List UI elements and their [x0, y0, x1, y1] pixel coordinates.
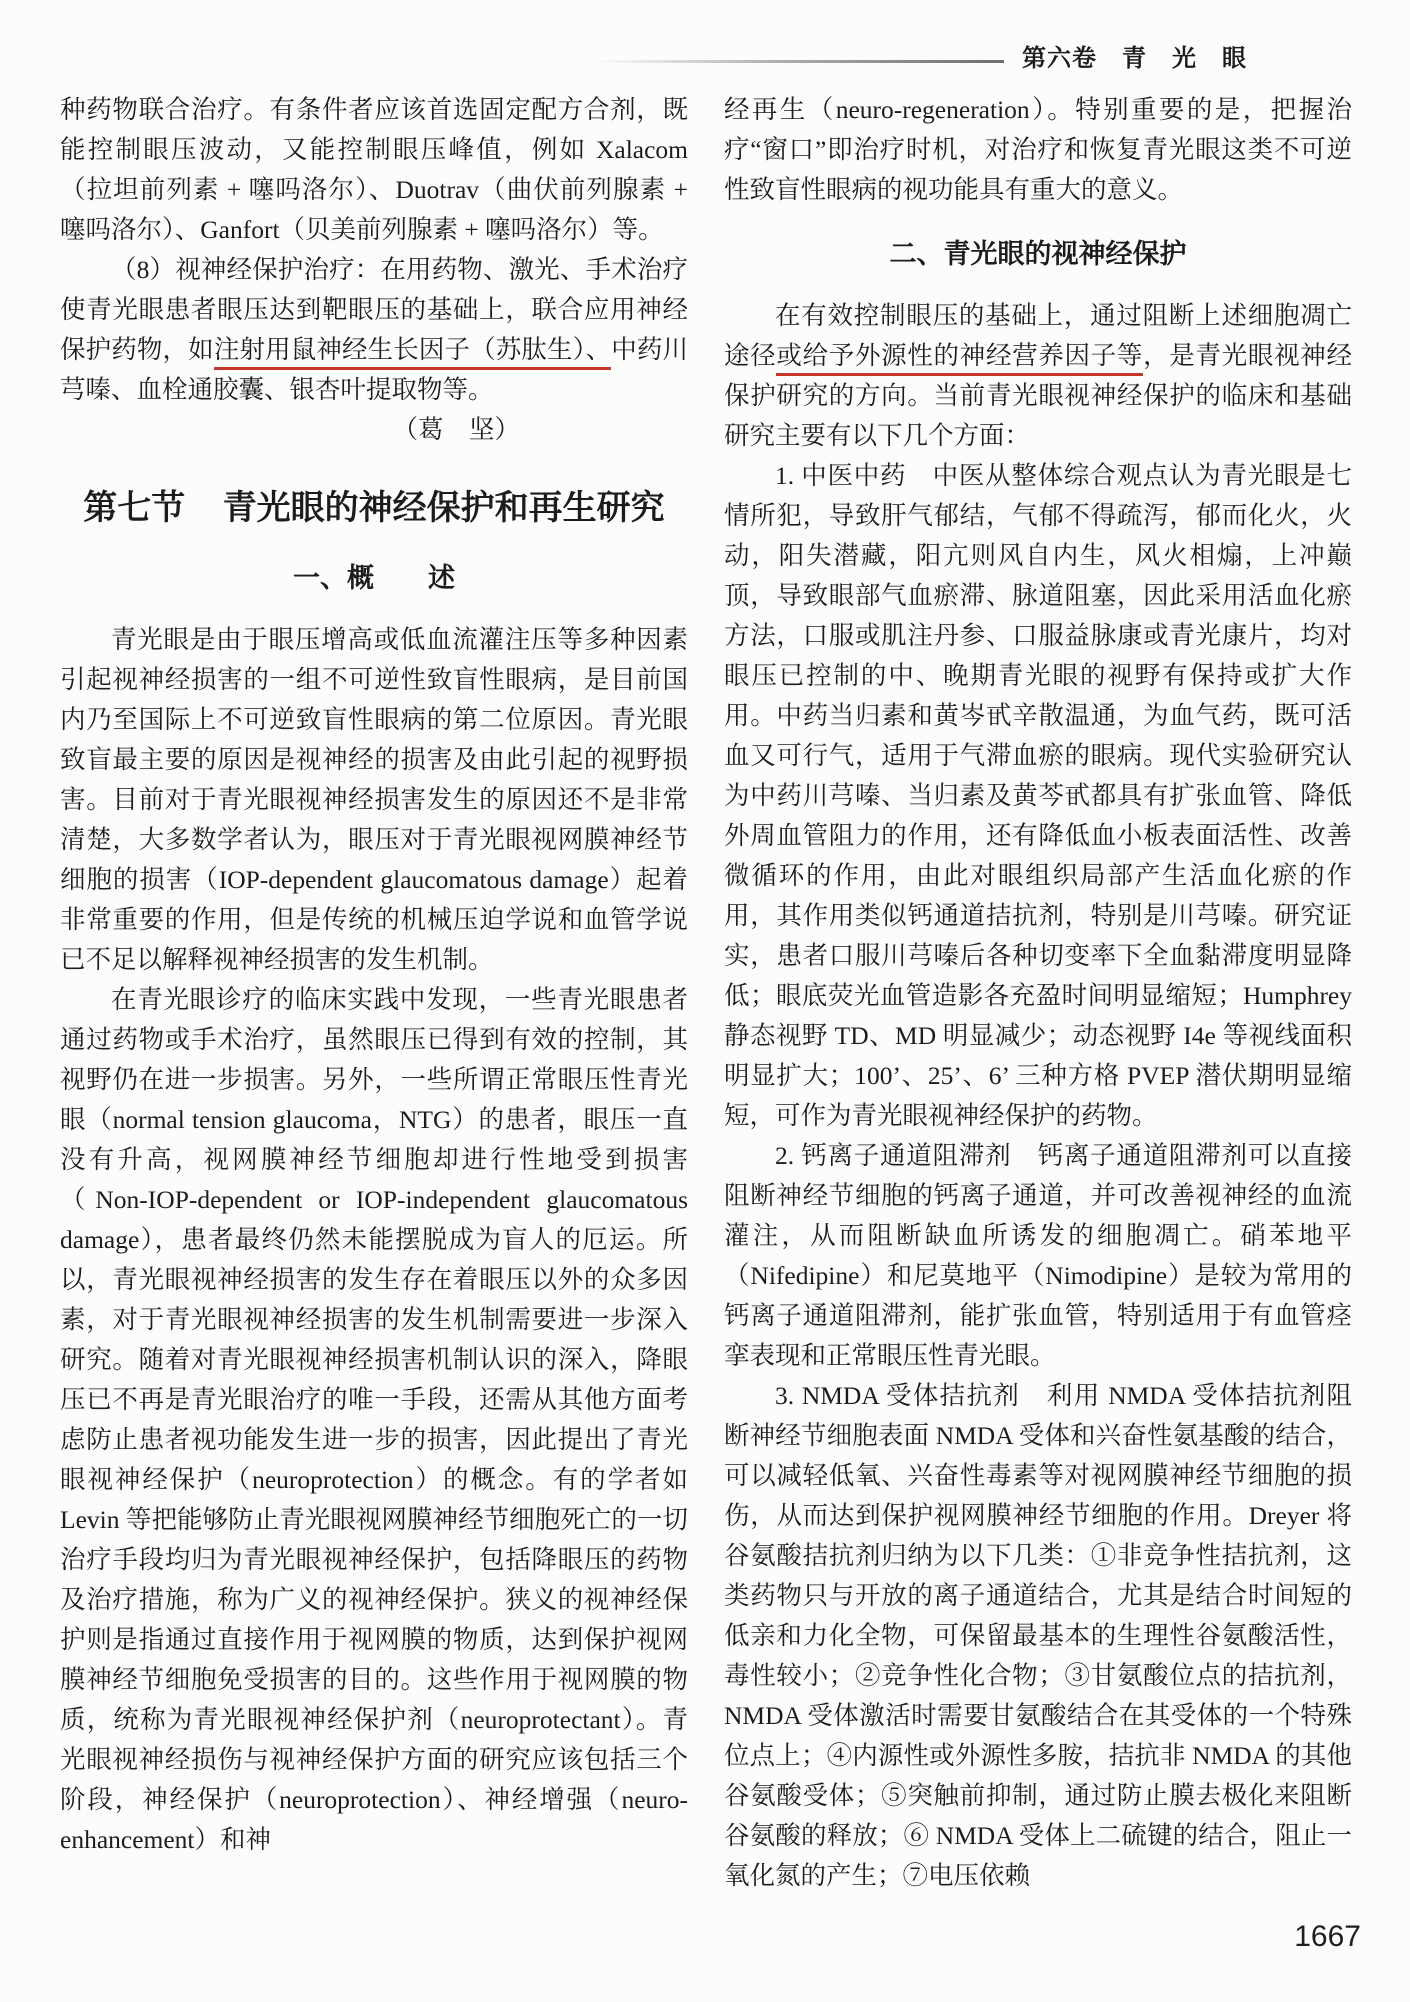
red-underlined-text: 或给予外源性的神经营养因子等 — [776, 341, 1143, 376]
section-name: 青光眼的神经保护和再生研究 — [222, 489, 665, 527]
header-rule — [596, 60, 1004, 63]
overview-paragraph-2: 在青光眼诊疗的临床实践中发现，一些青光眼患者通过药物或手术治疗，虽然眼压已得到有效的控制，其视野仍在进一步损害。另外，一些所谓正常眼压性青光眼（normal tension glaucoma，NTG）的患者，眼压一直没有升高，视网膜神经节细胞却进行性地受到损害（Non-IOP-dependent or IOP-independent glaucomatous damage），患者最终仍然未能摆脱成为盲人的厄运。所以，青光眼视神经损害的发生存在着眼压以外的众多因素，对于青光眼视神经损害的发生机制需要进一步深入研究。随着对青光眼视神经损害机制认识的深入，降眼压已不再是青光眼治疗的唯一手段，还需从其他方面考虑防止患者视功能发生进一步的损害，因此提出了青光眼视神经保护（neuroprotection）的概念。有的学者如 Levin 等把能够防止青光眼视网膜神经节细胞死亡的一切治疗手段均归为青光眼视神经保护，包括降眼压的药物及治疗措施，称为广义的视神经保护。狭义的视神经保护则是指通过直接作用于视网膜的物质，达到保护视网膜神经节细胞免受损害的目的。这些作用于视网膜的物质，统称为青光眼视神经保护剂（neuroprotectant）。青光眼视神经损伤与视神经保护方面的研究应该包括三个阶段，神经保护（neuroprotection）、神经增强（neuro-enhancement）和神 — [60, 985, 688, 1854]
section2-heading: 二、青光眼的视神经保护 — [889, 239, 1187, 269]
item-tcm-paragraph: 1. 中医中药 中医从整体综合观点认为青光眼是七情所犯，导致肝气郁结，气郁不得疏泻，郁而化火，火动，阳失潜藏，阳亢则风自内生，风火相煽，上冲巅顶，导致眼部气血瘀滞、脉道阻塞，因此采用活血化瘀方法，口服或肌注丹参、口服益脉康或青光康片，均对眼压已控制的中、晚期青光眼的视野有保持或扩大作用。中药当归素和黄岑甙辛散温通，为血气药，既可活血又可行气，适用于气滞血瘀的眼病。现代实验研究认为中药川芎嗪、当归素及黄芩甙都具有扩张血管、降低外周血管阻力的作用，还有降低血小板表面活性、改善微循环的作用，由此对眼组织局部产生活血化瘀的作用，其作用类似钙通道拮抗剂，特别是川芎嗪。研究证实，患者口服川芎嗪后各种切变率下全血黏滞度明显降低；眼底荧光血管造影各充盈时间明显缩短；Humphrey 静态视野 TD、MD 明显减少；动态视野 I4e 等视线面积明显扩大；100’、25’、6’ 三种方格 PVEP 潜伏期明显缩短，可作为青光眼视神经保护的药物。 — [724, 461, 1352, 1130]
section-label: 第七节 — [83, 489, 186, 527]
text-segment: 中药川芎嗪、血栓通胶囊、银杏叶提取物等。 — [60, 335, 688, 404]
item-calcium-blocker-paragraph: 2. 钙离子通道阻滞剂 钙离子通道阻滞剂可以直接阻断神经节细胞的钙离子通道，并可改善视神经的血流灌注，从而阻断缺血所诱发的细胞凋亡。硝苯地平（Nifedipine）和尼莫地平（Nimodipine）是较为常用的钙离子通道阻滞剂，能扩张血管，特别适用于有血管痉挛表现和正常眼压性青光眼。 — [724, 1141, 1352, 1370]
paragraph-continuation: 种药物联合治疗。有条件者应该首选固定配方合剂，既能控制眼压波动，又能控制眼压峰值，例如 Xalacom（拉坦前列素 + 噻吗洛尔）、Duotrav（曲伏前列腺素 + 噻吗洛尔）、Ganfort（贝美前列腺素 + 噻吗洛尔）等。 — [60, 95, 688, 244]
left-column — [60, 90, 688, 1896]
red-underlined-text: 注射用鼠神经生长因子（苏肽生）、 — [214, 335, 611, 370]
author-attribution: （葛 坚） — [392, 415, 520, 444]
neuroprotection-intro-paragraph — [724, 296, 1352, 456]
paragraph-item8 — [60, 250, 688, 410]
text-segment: ，是青光眼视神经保护研究的方向。当前青光眼视神经保护的临床和基础研究主要有以下几个方面： — [724, 341, 1352, 450]
overview-paragraph-1: 青光眼是由于眼压增高或低血流灌注压等多种因素引起视神经损害的一组不可逆性致盲性眼病，是目前国内乃至国际上不可逆致盲性眼病的第二位原因。青光眼致盲最主要的原因是视神经的损害及由此引起的视野损害。目前对于青光眼视神经损害发生的原因还不是非常清楚，大多数学者认为，眼压对于青光眼视网膜神经节细胞的损害（IOP-dependent glaucomatous damage）起着非常重要的作用，但是传统的机械压迫学说和血管学说已不足以解释视神经损害的发生机制。 — [60, 625, 688, 974]
header-volume-title: 第六卷 青 光 眼 — [1022, 46, 1247, 72]
section-title — [60, 484, 688, 532]
text-segment: （8）视神经保护治疗：在用药物、激光、手术治疗使青光眼患者眼压达到靶眼压的基础上，联合应用神经保护药物，如 — [60, 255, 688, 364]
page-number: 1667 — [1294, 1920, 1361, 1953]
two-column-text-area — [60, 90, 1352, 1896]
paragraph-continuation: 经再生（neuro-regeneration）。特别重要的是，把握治疗“窗口”即治疗时机，对治疗和恢复青光眼这类不可逆性致盲性眼病的视功能具有重大的意义。 — [724, 95, 1352, 204]
item-nmda-paragraph: 3. NMDA 受体拮抗剂 利用 NMDA 受体拮抗剂阻断神经节细胞表面 NMDA 受体和兴奋性氨基酸的结合，可以减轻低氧、兴奋性毒素等对视网膜神经节细胞的损伤，从而达到保护视网膜神经节细胞的作用。Dreyer 将谷氨酸拮抗剂归纳为以下几类：①非竞争性拮抗剂，这类药物只与开放的离子通道结合，尤其是结合时间短的低亲和力化全物，可保留最基本的生理性谷氨酸活性，毒性较小；②竞争性化合物；③甘氨酸位点的拮抗剂，NMDA 受体激活时需要甘氨酸结合在其受体的一个特殊位点上；④内源性或外源性多胺，拮抗非 NMDA 的其他谷氨酸受体；⑤突触前抑制，通过防止膜去极化来阻断谷氨酸的释放；⑥ NMDA 受体上二硫键的结合，阻止一氧化氮的产生；⑦电压依赖 — [724, 1381, 1352, 1890]
overview-heading: 一、概 述 — [293, 563, 455, 593]
text-segment: 在有效控制眼压的基础上，通过阻断上述细胞凋亡途径 — [724, 301, 1352, 370]
right-column — [724, 90, 1352, 1896]
